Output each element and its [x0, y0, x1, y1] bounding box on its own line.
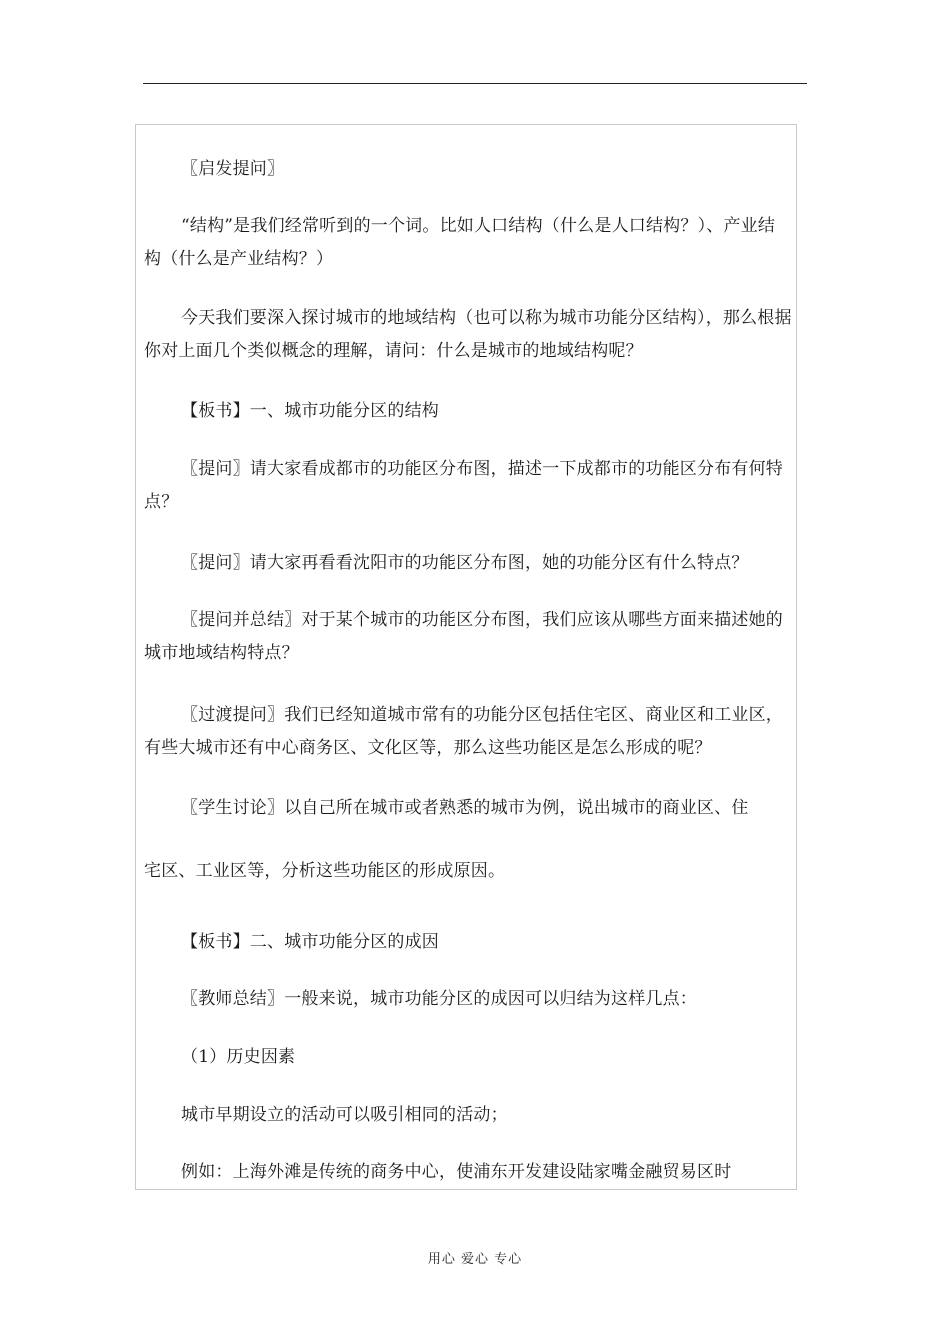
header-rule [143, 83, 807, 84]
paragraph-example-shanghai: 例如：上海外滩是传统的商务中心，使浦东开发建设陆家嘴金融贸易区时 [181, 1162, 732, 1182]
paragraph-early-activity: 城市早期设立的活动可以吸引相同的活动； [181, 1105, 508, 1125]
paragraph-student-discussion: 〖学生讨论〗以自己所在城市或者熟悉的城市为例，说出城市的商业区、住 [181, 798, 749, 818]
paragraph-teacher-summary: 〖教师总结〗一般来说，城市功能分区的成因可以归结为这样几点： [181, 989, 697, 1009]
list-item-historical-factor: （1）历史因素 [181, 1047, 296, 1067]
paragraph-question-shenyang: 〖提问〗请大家再看看沈阳市的功能区分布图，她的功能分区有什么特点？ [181, 553, 749, 573]
page-footer: 用心 爱心 专心 [427, 1252, 523, 1267]
blackboard-heading-1: 【板书】一、城市功能分区的结构 [181, 401, 439, 421]
blackboard-heading-2: 【板书】二、城市功能分区的成因 [181, 932, 439, 952]
paragraph-question-summary: 〖提问并总结〗对于某个城市的功能区分布图，我们应该从哪些方面来描述她的城市地域结构特点？ [144, 610, 783, 663]
paragraph-urban-structure: 今天我们要深入探讨城市的地域结构（也可以称为城市功能分区结构），那么根据你对上面几个类似概念的理解，请问：什么是城市的地域结构呢？ [144, 308, 792, 361]
heading-enlightening-question: 〖启发提问〗 [181, 159, 285, 179]
paragraph-student-discussion-cont: 宅区、工业区等，分析这些功能区的形成原因。 [144, 861, 506, 881]
document-content-box [135, 124, 797, 1190]
paragraph-transition-question: 〖过渡提问〗我们已经知道城市常有的功能分区包括住宅区、商业区和工业区，有些大城市还有中心商务区、文化区等，那么这些功能区是怎么形成的呢？ [144, 705, 783, 758]
paragraph-question-chengdu: 〖提问〗请大家看成都市的功能区分布图，描述一下成都市的功能区分布有何特点？ [144, 459, 783, 512]
paragraph-structure-intro: “结构”是我们经常听到的一个词。比如人口结构（什么是人口结构？）、产业结构（什么是产业结构？） [144, 216, 776, 269]
